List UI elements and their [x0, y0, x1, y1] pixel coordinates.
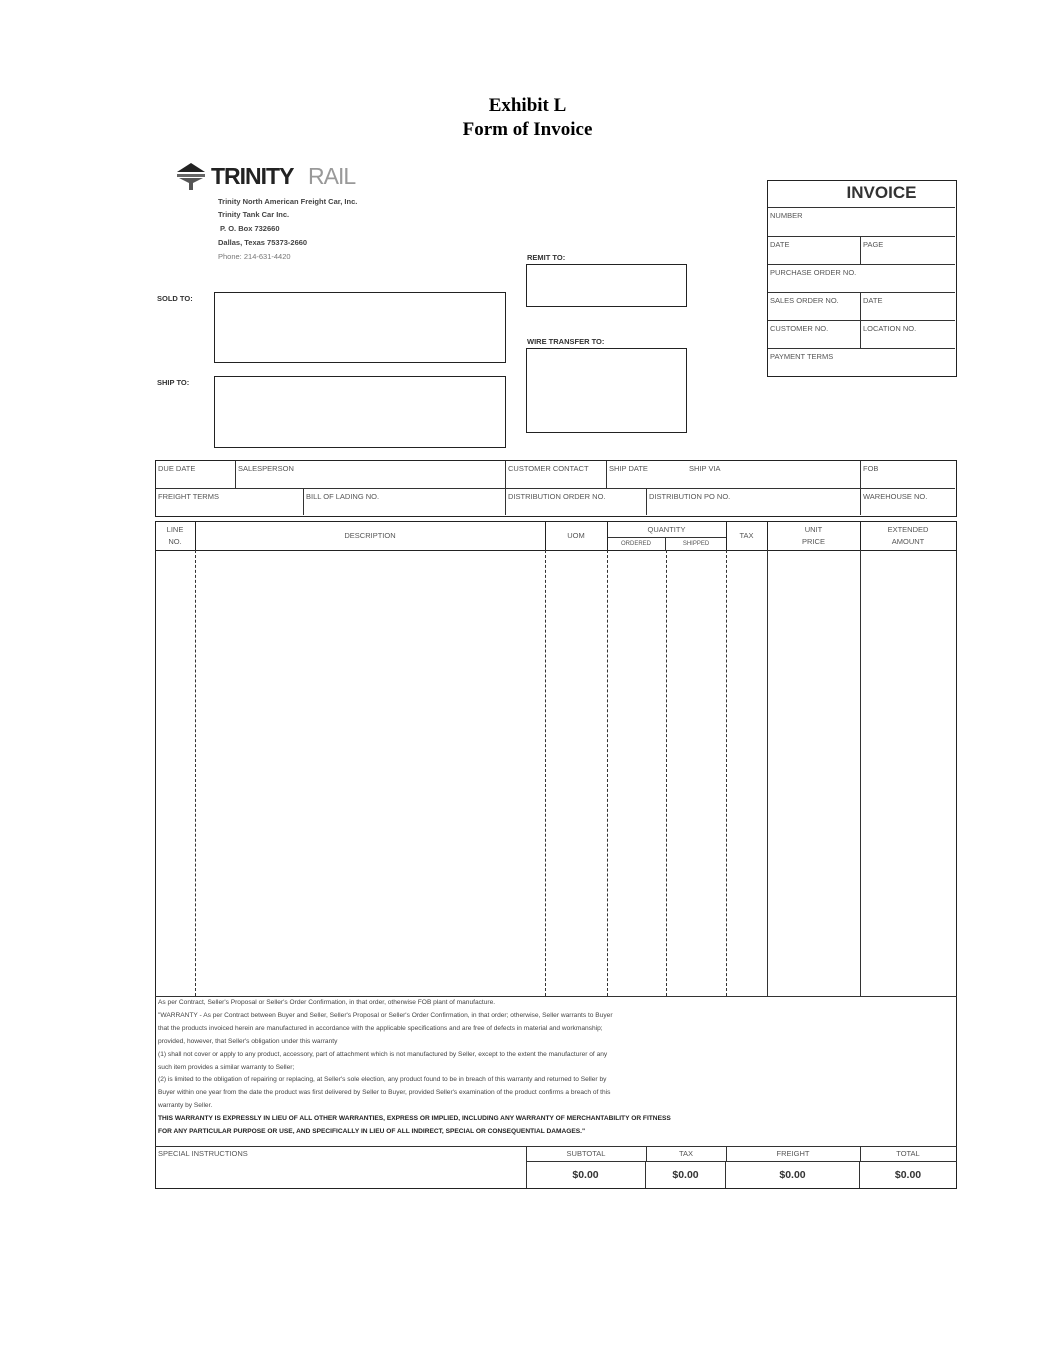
col-description: DESCRIPTION [344, 531, 396, 540]
column-divider [767, 550, 768, 996]
remit-to-label: REMIT TO: [527, 253, 566, 262]
tax-label: TAX [678, 1149, 694, 1158]
distribution-order-field[interactable]: DISTRIBUTION ORDER NO. [506, 489, 647, 515]
po-box: P. O. Box 732660 [220, 224, 280, 233]
col-uom: UOM [567, 531, 585, 540]
total-label: TOTAL [896, 1149, 920, 1158]
logo-text-light: RAIL [308, 163, 356, 189]
warranty-text: As per Contract, Seller's Proposal or Seller's Order Confirmation, in that order, otherwise FOB plant of manufacture. "WARRANTY - As per Contract between Buyer and Seller, Seller's Proposal or Seller's Order Confirmation, in that order; otherwise, Seller warrants to Buyer that the products invoiced herein are manufactured in accordance with the applicable specifications and are free of defects in material and workmanship; provided, however, that Seller's obligation under this warranty (1) shall not cover or apply to any product, accessory, part of attachment which is not manufactured by Seller, except to the extent the manufacturer of any such item provides a similar warranty to Seller; (2) is limited to the obligation of repairing or replacing, at Seller's sole election, any product found to be in breach of this warranty and returned to Seller by Buyer within one year from the date the product was first delivered by Seller to Buyer, provided Seller's examination of the product confirms a breach of this warranty by Seller. THIS WARRANTY IS EXPRESSLY IN LIEU OF ALL OTHER WARRANTIES, EXPRESS OR IMPLIED, INCLUDING ANY WARRANTY OF MERCHANTABILITY OR FITNESS FOR ANY PARTICULAR PURPOSE OR USE, AND SPECIFICALLY IN LIEU OF ALL INDIRECT, SPECIAL OR CONSEQUENTIAL DAMAGES." [158, 999, 671, 1136]
sales-order-field[interactable]: SALES ORDER NO. [768, 293, 861, 321]
invoice-number-field[interactable]: NUMBER [768, 208, 955, 237]
city-state: Dallas, Texas 75373-2660 [218, 238, 308, 247]
special-instructions-label: SPECIAL INSTRUCTIONS [158, 1149, 248, 1158]
invoice-info-box [767, 180, 957, 377]
column-divider [607, 550, 608, 996]
subtotal-value: $0.00 [526, 1162, 646, 1188]
logo-mark-icon [175, 163, 207, 191]
due-date-field[interactable]: DUE DATE [156, 461, 236, 489]
freight-terms-field[interactable]: FREIGHT TERMS [156, 489, 304, 515]
col-extended-amount: EXTENDED AMOUNT [887, 525, 929, 546]
exhibit-title: Exhibit L [488, 95, 567, 116]
invoice-title: INVOICE [768, 181, 955, 208]
ship-to-box[interactable] [214, 376, 506, 448]
column-divider [726, 550, 727, 996]
col-shipped: SHIPPED [682, 541, 710, 547]
column-divider [666, 550, 667, 996]
freight-label: FREIGHT [776, 1149, 810, 1158]
distribution-po-field[interactable]: DISTRIBUTION PO NO. [647, 489, 861, 515]
sales-order-date-field[interactable]: DATE [861, 293, 955, 321]
col-line-no: LINE NO. [166, 525, 184, 546]
trinityrail-logo [175, 163, 356, 196]
company-name-2: Trinity Tank Car Inc. [218, 210, 290, 219]
wire-transfer-box[interactable] [526, 348, 687, 433]
payment-terms-field[interactable]: PAYMENT TERMS [770, 352, 834, 361]
freight-value: $0.00 [726, 1162, 860, 1188]
company-name: Trinity North American Freight Car, Inc. [218, 197, 358, 206]
customer-contact-field[interactable]: CUSTOMER CONTACT [506, 461, 607, 489]
ship-date-field[interactable]: SHIP DATE [607, 461, 687, 489]
phone: Phone: 214-631-4420 [218, 252, 291, 261]
header-divider [155, 550, 957, 551]
form-subtitle: Form of Invoice [462, 119, 593, 140]
col-unit-price: UNIT PRICE [802, 525, 825, 546]
sold-to-box[interactable] [214, 292, 506, 363]
warehouse-field[interactable]: WAREHOUSE NO. [863, 492, 928, 501]
total-value: $0.00 [894, 1169, 922, 1181]
sold-to-label: SOLD TO: [157, 294, 193, 303]
tax-value: $0.00 [646, 1162, 726, 1188]
remit-to-box[interactable] [526, 264, 687, 307]
customer-number-field[interactable]: CUSTOMER NO. [768, 321, 861, 349]
column-divider [545, 550, 546, 996]
logo-text-bold: TRINITY [211, 163, 294, 189]
fob-field[interactable]: FOB [861, 461, 955, 489]
col-quantity: QUANTITY [607, 524, 726, 538]
column-divider [195, 550, 196, 996]
invoice-date-field[interactable]: DATE [768, 237, 861, 265]
ship-to-label: SHIP TO: [157, 378, 190, 387]
col-tax: TAX [739, 531, 754, 540]
wire-transfer-label: WIRE TRANSFER TO: [527, 337, 605, 346]
page-field[interactable]: PAGE [861, 237, 955, 265]
bill-of-lading-field[interactable]: BILL OF LADING NO. [304, 489, 506, 515]
order-info-grid [155, 460, 957, 517]
column-divider [860, 550, 861, 996]
col-ordered: ORDERED [607, 538, 666, 550]
subtotal-label: SUBTOTAL [566, 1149, 606, 1158]
purchase-order-field[interactable]: PURCHASE ORDER NO. [768, 265, 955, 293]
salesperson-field[interactable]: SALESPERSON [236, 461, 506, 489]
location-number-field[interactable]: LOCATION NO. [861, 321, 955, 349]
ship-via-field[interactable]: SHIP VIA [687, 461, 861, 489]
